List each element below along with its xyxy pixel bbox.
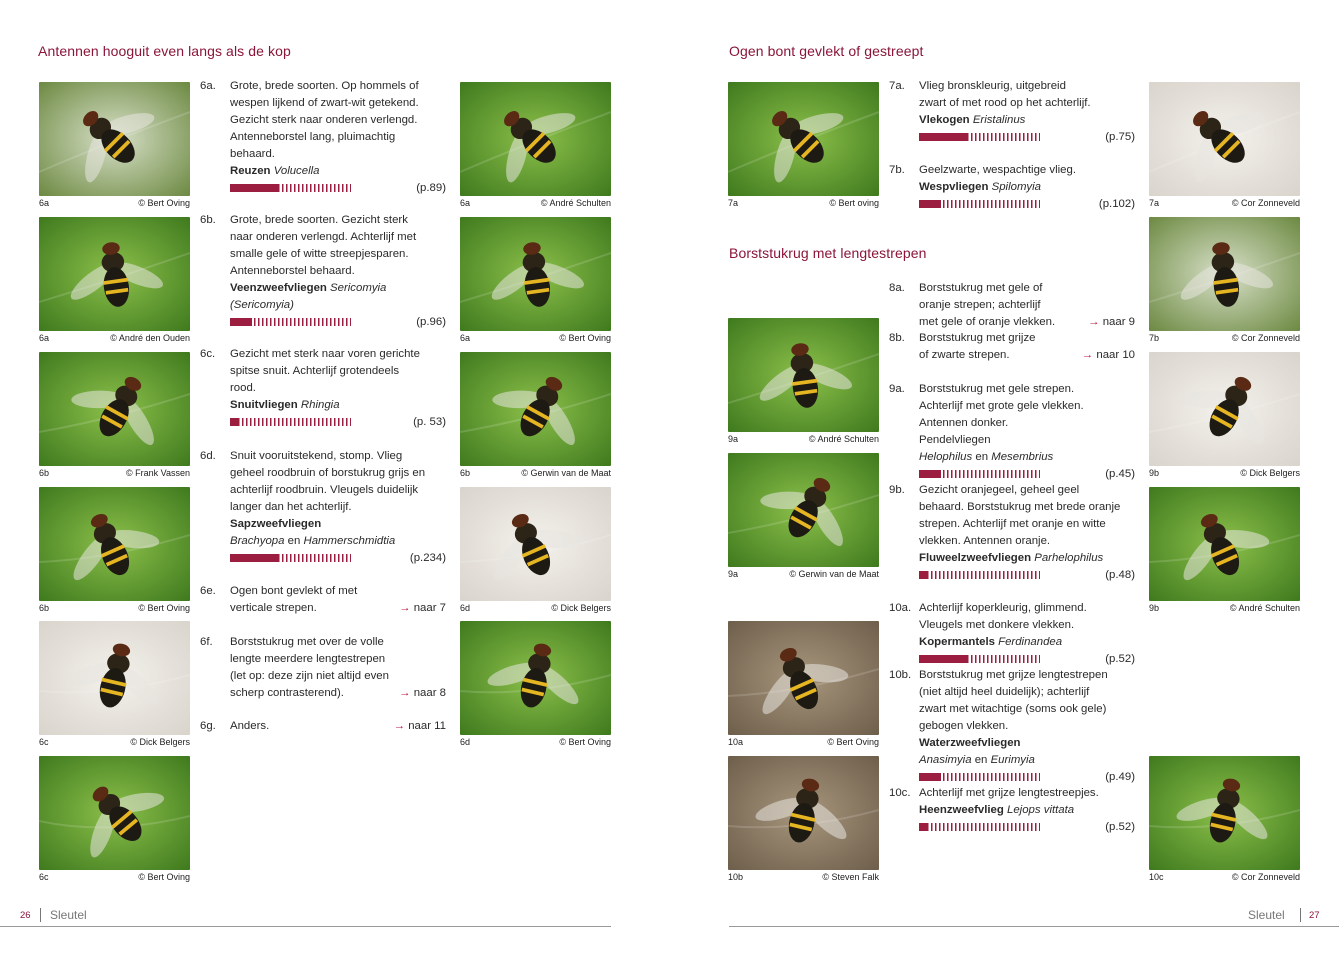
photo-caption bbox=[460, 198, 611, 210]
insect-photo bbox=[460, 82, 611, 196]
entry-line: naar onderen verlengd. Achterlijf met bbox=[230, 231, 417, 243]
insect-photo bbox=[39, 621, 190, 735]
entry-line: langer dan het achterlijf. bbox=[230, 501, 352, 513]
abundance-bar-line bbox=[919, 769, 1135, 786]
photo-caption bbox=[728, 872, 879, 884]
arrow-icon: → bbox=[399, 687, 411, 699]
entry-body bbox=[919, 381, 1135, 483]
entry-line: Borststukrug met grijze lengtestrepen bbox=[919, 669, 1108, 681]
photo-caption bbox=[728, 434, 879, 446]
photo-code: 10b bbox=[728, 872, 744, 882]
genus-name: Spilomyia bbox=[991, 181, 1041, 193]
photo-code: 6c bbox=[39, 872, 49, 882]
photo-credit: © Cor Zonneveld bbox=[1231, 872, 1300, 882]
group-name: Kopermantels bbox=[919, 636, 995, 648]
entry-line: Achterlijf koperkleurig, glimmend. bbox=[919, 602, 1087, 614]
species-group bbox=[919, 802, 1135, 819]
species-group bbox=[919, 449, 1135, 466]
photo-credit: © Gerwin van de Maat bbox=[789, 569, 879, 579]
insect-photo bbox=[39, 352, 190, 466]
photo-credit: © Bert Oving bbox=[559, 333, 611, 343]
entry-body bbox=[230, 78, 446, 197]
entry-body bbox=[919, 162, 1135, 213]
abundance-bar bbox=[919, 133, 1040, 141]
entry-line bbox=[230, 600, 446, 617]
photo-credit: © Steven Falk bbox=[822, 872, 879, 882]
photo-caption bbox=[728, 198, 879, 210]
insect-photo bbox=[460, 487, 611, 601]
insect-photo bbox=[728, 453, 879, 567]
entry-body bbox=[919, 482, 1135, 584]
group-name: Sapzweefvliegen bbox=[230, 518, 322, 530]
page-reference: (p.48) bbox=[1105, 569, 1135, 581]
entry-line: Grote, brede soorten. Gezicht sterk bbox=[230, 214, 408, 226]
group-name: Snuitvliegen bbox=[230, 399, 298, 411]
page-reference: (p.52) bbox=[1105, 821, 1135, 833]
entry-line-text: Anders. bbox=[230, 720, 270, 732]
entry-line: Grote, brede soorten. Op hommels of bbox=[230, 80, 419, 92]
footer-rule bbox=[0, 926, 611, 927]
abundance-bar-line bbox=[919, 651, 1135, 668]
footer-divider bbox=[40, 908, 41, 922]
insect-photo-image bbox=[728, 82, 879, 196]
next-step-label: naar 7 bbox=[413, 602, 446, 614]
entry-number: 6e. bbox=[200, 585, 216, 597]
species-group bbox=[919, 735, 1135, 752]
next-step-ref bbox=[1082, 347, 1135, 364]
photo-code: 9b bbox=[1149, 603, 1160, 613]
genus-name: Helophilus bbox=[919, 451, 973, 463]
insect-photo-image bbox=[39, 756, 190, 870]
entry-number: 8a. bbox=[889, 282, 905, 294]
entry-line-text: scherp contrasterend). bbox=[230, 687, 344, 699]
genus-name: Lejops vittata bbox=[1007, 804, 1075, 816]
photo-credit: © Bert Oving bbox=[138, 872, 190, 882]
photo-caption bbox=[1149, 468, 1300, 480]
page-number: 27 bbox=[1309, 910, 1320, 921]
photo-code: 6a bbox=[39, 198, 50, 208]
entry-line: geheel roodbruin of borstukrug grijs en bbox=[230, 467, 426, 479]
photo-credit: © Bert Oving bbox=[138, 603, 190, 613]
page-reference: (p.234) bbox=[409, 552, 446, 564]
species-group bbox=[230, 516, 446, 533]
insect-photo-image bbox=[728, 318, 879, 432]
entry-line: Gezicht met sterk naar voren gerichte bbox=[230, 348, 420, 360]
insect-photo-image bbox=[460, 82, 611, 196]
species-group bbox=[919, 112, 1135, 129]
entry-line: Achterlijf met grijze lengtestreepjes. bbox=[919, 787, 1099, 799]
species-group bbox=[919, 634, 1135, 651]
photo-caption bbox=[460, 603, 611, 615]
next-step-label: naar 10 bbox=[1096, 349, 1135, 361]
photo-code: 10c bbox=[1149, 872, 1164, 882]
species-group bbox=[230, 280, 446, 297]
photo-credit: © André den Ouden bbox=[110, 333, 190, 343]
insect-photo bbox=[728, 621, 879, 735]
entry-line: oranje strepen; achterlijf bbox=[919, 299, 1041, 311]
photo-credit: © Cor Zonneveld bbox=[1231, 198, 1300, 208]
insect-photo-image bbox=[39, 217, 190, 331]
species-group bbox=[230, 397, 446, 414]
insect-photo-image bbox=[1149, 352, 1300, 466]
group-name: Wespvliegen bbox=[919, 181, 989, 193]
insect-photo bbox=[460, 217, 611, 331]
entry-body bbox=[230, 346, 446, 431]
entry-number: 6a. bbox=[200, 80, 216, 92]
insect-photo-image bbox=[39, 352, 190, 466]
right-page bbox=[670, 0, 1339, 955]
photo-caption bbox=[1149, 198, 1300, 210]
entry-line: vlekken. Antennen oranje. bbox=[919, 535, 1051, 547]
photo-credit: © Cor Zonneveld bbox=[1231, 333, 1300, 343]
insect-photo-image bbox=[39, 621, 190, 735]
next-step-label: naar 9 bbox=[1102, 316, 1135, 328]
entry-number: 6c. bbox=[200, 348, 216, 360]
species-group bbox=[230, 533, 446, 550]
genus-name: Eristalinus bbox=[972, 114, 1026, 126]
group-name: Reuzen bbox=[230, 165, 271, 177]
entry-line: Borststukrug met grijze bbox=[919, 332, 1036, 344]
species-group bbox=[919, 752, 1135, 769]
entry-line: behaard. Borststukrug met brede oranje bbox=[919, 501, 1121, 513]
group-name: Fluweelzweefvliegen bbox=[919, 552, 1032, 564]
entry-line: Pendelvliegen bbox=[919, 434, 991, 446]
photo-credit: © Dick Belgers bbox=[130, 737, 190, 747]
footer-label: Sleutel bbox=[50, 908, 87, 922]
entry-line: Gezicht oranjegeel, geheel geel bbox=[919, 484, 1080, 496]
photo-caption bbox=[460, 333, 611, 345]
next-step-ref bbox=[399, 685, 446, 702]
abundance-bar bbox=[919, 773, 1040, 781]
photo-credit: © Bert Oving bbox=[827, 737, 879, 747]
entry-body bbox=[230, 212, 446, 331]
next-step-ref bbox=[394, 718, 446, 735]
entry-line: Snuit vooruitstekend, stomp. Vlieg bbox=[230, 450, 403, 462]
photo-credit: © André Schulten bbox=[808, 434, 879, 444]
insect-photo-image bbox=[1149, 487, 1300, 601]
group-name: Vlekogen bbox=[919, 114, 970, 126]
entry-body bbox=[919, 280, 1135, 331]
abundance-bar bbox=[919, 655, 1040, 663]
next-step-label: naar 8 bbox=[413, 687, 446, 699]
next-step-ref bbox=[1088, 314, 1135, 331]
entry-number: 7b. bbox=[889, 164, 905, 176]
insect-photo-image bbox=[728, 756, 879, 870]
genus-name: Rhingia bbox=[300, 399, 340, 411]
entry-number: 7a. bbox=[889, 80, 905, 92]
entry-line: Borststukrug met gele strepen. bbox=[919, 383, 1075, 395]
entry-number: 10c. bbox=[889, 787, 911, 799]
abundance-bar-line bbox=[919, 819, 1135, 836]
entry-line: achterlijf roodbruin. Vleugels duidelijk bbox=[230, 484, 419, 496]
insect-photo bbox=[39, 756, 190, 870]
photo-caption bbox=[1149, 603, 1300, 615]
insect-photo bbox=[1149, 487, 1300, 601]
entry-number: 10b. bbox=[889, 669, 912, 681]
entry-line: Vleugels met donkere vlekken. bbox=[919, 619, 1075, 631]
insect-photo bbox=[39, 217, 190, 331]
insect-photo-image bbox=[39, 487, 190, 601]
insect-photo-image bbox=[1149, 217, 1300, 331]
entry-body bbox=[919, 785, 1135, 836]
photo-caption bbox=[460, 468, 611, 480]
photo-credit: © Frank Vassen bbox=[126, 468, 190, 478]
photo-code: 10a bbox=[728, 737, 744, 747]
footer-rule bbox=[729, 926, 1339, 927]
left-page bbox=[0, 0, 669, 955]
entry-line: (niet altijd heel duidelijk); achterlijf bbox=[919, 686, 1090, 698]
abundance-bar-line bbox=[919, 466, 1135, 483]
photo-caption bbox=[460, 737, 611, 749]
page-reference: (p.89) bbox=[416, 182, 446, 194]
photo-credit: © Dick Belgers bbox=[551, 603, 611, 613]
group-name: Heenzweefvlieg bbox=[919, 804, 1004, 816]
photo-code: 9a bbox=[728, 434, 739, 444]
arrow-icon: → bbox=[1081, 349, 1094, 361]
arrow-icon: → bbox=[1088, 316, 1100, 328]
entry-line: (let op: deze zijn niet altijd even bbox=[230, 670, 389, 682]
photo-caption bbox=[728, 737, 879, 749]
photo-caption bbox=[39, 468, 190, 480]
photo-caption bbox=[39, 737, 190, 749]
entry-line: spitse snuit. Achterlijf grotendeels bbox=[230, 365, 400, 377]
entry-line: smalle gele of witte streepjesparen. bbox=[230, 248, 409, 260]
entry-body bbox=[919, 330, 1135, 364]
entry-line: Antenneborstel lang, pluimachtig bbox=[230, 131, 396, 143]
group-name: Waterzweefvliegen bbox=[919, 737, 1021, 749]
photo-caption bbox=[1149, 333, 1300, 345]
photo-code: 6a bbox=[39, 333, 50, 343]
insect-photo bbox=[728, 82, 879, 196]
entry-line bbox=[230, 718, 446, 735]
entry-number: 6b. bbox=[200, 214, 216, 226]
insect-photo bbox=[1149, 756, 1300, 870]
entry-body bbox=[919, 600, 1135, 668]
insect-photo-image bbox=[728, 621, 879, 735]
insect-photo-image bbox=[728, 453, 879, 567]
abundance-bar bbox=[919, 823, 1040, 831]
page-reference: (p.45) bbox=[1105, 468, 1135, 480]
species-group bbox=[919, 179, 1135, 196]
entry-line bbox=[230, 685, 446, 702]
insect-photo bbox=[728, 756, 879, 870]
genus-name: Sericomyia bbox=[330, 282, 387, 294]
species-group bbox=[230, 163, 446, 180]
entry-number: 9a. bbox=[889, 383, 905, 395]
insect-photo bbox=[39, 487, 190, 601]
insect-photo-image bbox=[460, 487, 611, 601]
entry-line: Antennen donker. bbox=[919, 417, 1009, 429]
abundance-bar-line bbox=[919, 196, 1135, 213]
photo-code: 6a bbox=[460, 198, 471, 208]
photo-credit: © Gerwin van de Maat bbox=[521, 468, 611, 478]
photo-code: 6b bbox=[39, 603, 50, 613]
abundance-bar bbox=[230, 184, 351, 192]
insect-photo-image bbox=[460, 217, 611, 331]
section-heading: Ogen bont gevlekt of gestreept bbox=[729, 43, 924, 59]
photo-caption bbox=[1149, 872, 1300, 884]
page-reference: (p.96) bbox=[416, 316, 446, 328]
conjunction: en bbox=[287, 535, 301, 547]
page-reference: (p.49) bbox=[1105, 771, 1135, 783]
photo-code: 6d bbox=[460, 603, 471, 613]
abundance-bar-line bbox=[919, 567, 1135, 584]
abundance-bar-line bbox=[230, 314, 446, 331]
insect-photo bbox=[1149, 82, 1300, 196]
insect-photo-image bbox=[460, 352, 611, 466]
insect-photo-image bbox=[460, 621, 611, 735]
footer-label: Sleutel bbox=[1248, 908, 1285, 922]
photo-credit: © Bert oving bbox=[829, 198, 879, 208]
entry-number: 6g. bbox=[200, 720, 216, 732]
entry-line bbox=[919, 347, 1135, 364]
insect-photo-image bbox=[1149, 756, 1300, 870]
insect-photo-image bbox=[39, 82, 190, 196]
genus-name: Brachyopa bbox=[230, 535, 285, 547]
arrow-icon: → bbox=[399, 602, 411, 614]
entry-line-text: verticale strepen. bbox=[230, 602, 317, 614]
photo-credit: © Bert Oving bbox=[559, 737, 611, 747]
photo-code: 7a bbox=[728, 198, 739, 208]
entry-number: 9b. bbox=[889, 484, 905, 496]
genus-name: Ferdinandea bbox=[998, 636, 1063, 648]
conjunction: en bbox=[974, 754, 988, 766]
entry-body bbox=[230, 634, 446, 702]
photo-code: 9b bbox=[1149, 468, 1160, 478]
photo-caption bbox=[39, 872, 190, 884]
entry-line: Gezicht sterk naar onderen verlengd. bbox=[230, 114, 418, 126]
entry-line: Vlieg bronskleurig, uitgebreid bbox=[919, 80, 1066, 92]
abundance-bar bbox=[919, 200, 1040, 208]
photo-caption bbox=[39, 198, 190, 210]
abundance-bar bbox=[230, 318, 351, 326]
photo-credit: © André Schulten bbox=[540, 198, 611, 208]
insect-photo bbox=[460, 352, 611, 466]
abundance-bar bbox=[919, 470, 1040, 478]
abundance-bar bbox=[230, 554, 351, 562]
page-reference: (p.102) bbox=[1098, 198, 1135, 210]
entry-line bbox=[919, 314, 1135, 331]
insect-photo bbox=[39, 82, 190, 196]
next-step-ref bbox=[399, 600, 446, 617]
abundance-bar-line bbox=[230, 414, 446, 431]
genus-name: Eurimyia bbox=[990, 754, 1035, 766]
insect-photo bbox=[728, 318, 879, 432]
page-reference: (p. 53) bbox=[413, 416, 446, 428]
photo-credit: © Bert Oving bbox=[138, 198, 190, 208]
genus-name: Hammerschmidtia bbox=[303, 535, 396, 547]
species-group bbox=[919, 550, 1135, 567]
entry-line: Geelzwarte, wespachtige vlieg. bbox=[919, 164, 1077, 176]
photo-credit: © André Schulten bbox=[1229, 603, 1300, 613]
photo-code: 6d bbox=[460, 737, 471, 747]
insect-photo bbox=[460, 621, 611, 735]
entry-body bbox=[919, 667, 1135, 786]
arrow-icon: → bbox=[393, 720, 406, 732]
photo-code: 6a bbox=[460, 333, 471, 343]
section-heading: Borststukrug met lengtestrepen bbox=[729, 245, 927, 261]
page-reference: (p.75) bbox=[1105, 131, 1135, 143]
entry-line-text: of zwarte strepen. bbox=[919, 349, 1010, 361]
photo-code: 6c bbox=[39, 737, 49, 747]
abundance-bar bbox=[230, 418, 351, 426]
photo-code: 9a bbox=[728, 569, 739, 579]
abundance-bar-line bbox=[230, 550, 446, 567]
entry-line: wespen lijkend of zwart-wit getekend. bbox=[230, 97, 419, 109]
photo-code: 7a bbox=[1149, 198, 1160, 208]
entry-line: Achterlijf met grote gele vlekken. bbox=[919, 400, 1084, 412]
subgenus-name: (Sericomyia) bbox=[230, 299, 294, 311]
insect-photo bbox=[1149, 352, 1300, 466]
entry-line: Antenneborstel behaard. bbox=[230, 265, 355, 277]
footer-divider bbox=[1300, 908, 1301, 922]
page-reference: (p.52) bbox=[1105, 653, 1135, 665]
photo-code: 6b bbox=[39, 468, 50, 478]
entry-line: gebogen vlekken. bbox=[919, 720, 1009, 732]
photo-caption bbox=[39, 603, 190, 615]
entry-number: 6f. bbox=[200, 636, 213, 648]
entry-body bbox=[230, 718, 446, 735]
entry-body bbox=[919, 78, 1135, 146]
conjunction: en bbox=[975, 451, 989, 463]
photo-credit: © Dick Belgers bbox=[1240, 468, 1300, 478]
photo-caption bbox=[728, 569, 879, 581]
entry-line: strepen. Achterlijf met oranje en witte bbox=[919, 518, 1106, 530]
group-name: Veenzweefvliegen bbox=[230, 282, 327, 294]
abundance-bar-line bbox=[919, 129, 1135, 146]
abundance-bar bbox=[919, 571, 1040, 579]
next-step-label: naar 11 bbox=[408, 720, 446, 732]
abundance-bar-line bbox=[230, 180, 446, 197]
entry-line: zwart of met rood op het achterlijf. bbox=[919, 97, 1091, 109]
section-heading: Antennen hooguit even langs als de kop bbox=[38, 43, 291, 59]
entry-line: Borststukrug met gele of bbox=[919, 282, 1043, 294]
entry-line: Ogen bont gevlekt of met bbox=[230, 585, 358, 597]
genus-name: Parhelophilus bbox=[1034, 552, 1104, 564]
entry-number: 8b. bbox=[889, 332, 905, 344]
entry-number: 10a. bbox=[889, 602, 912, 614]
entry-number: 6d. bbox=[200, 450, 216, 462]
entry-line: Borststukrug met over de volle bbox=[230, 636, 384, 648]
entry-line: zwart met witachtige (soms ook gele) bbox=[919, 703, 1107, 715]
genus-name: Anasimyia bbox=[919, 754, 972, 766]
entry-line: rood. bbox=[230, 382, 256, 394]
entry-line-text: met gele of oranje vlekken. bbox=[919, 316, 1056, 328]
entry-body bbox=[230, 448, 446, 567]
insect-photo-image bbox=[1149, 82, 1300, 196]
photo-code: 7b bbox=[1149, 333, 1160, 343]
entry-line: lengte meerdere lengtestrepen bbox=[230, 653, 386, 665]
genus-name: Volucella bbox=[273, 165, 320, 177]
page-number: 26 bbox=[20, 910, 31, 921]
photo-code: 6b bbox=[460, 468, 471, 478]
insect-photo bbox=[1149, 217, 1300, 331]
genus-name: Mesembrius bbox=[991, 451, 1054, 463]
entry-line: behaard. bbox=[230, 148, 275, 160]
photo-caption bbox=[39, 333, 190, 345]
entry-body bbox=[230, 583, 446, 617]
